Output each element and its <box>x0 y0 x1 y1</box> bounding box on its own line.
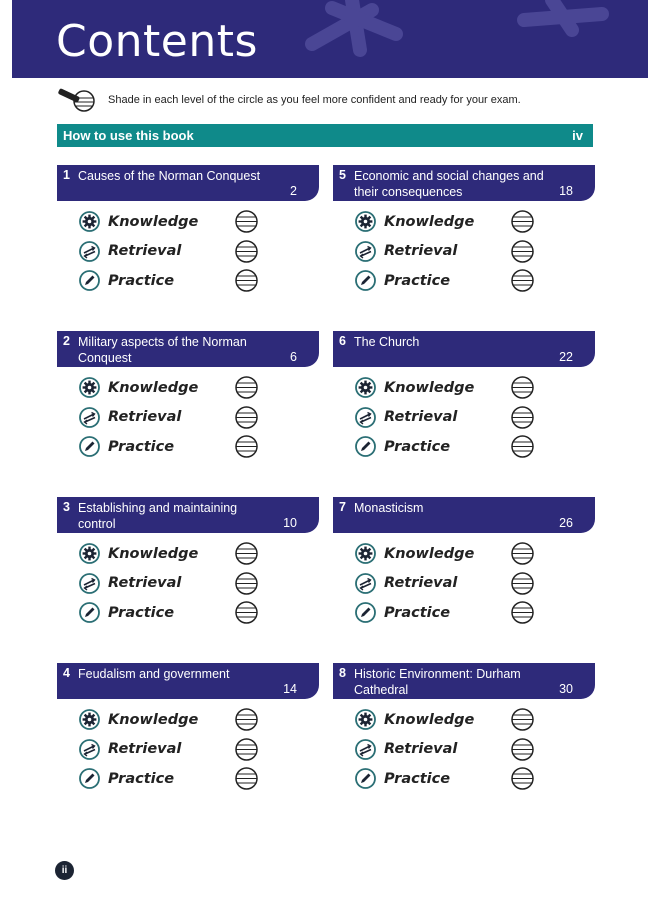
section-title: Feudalism and government <box>78 667 230 681</box>
section-3 <box>57 497 319 628</box>
section-1 <box>57 165 319 296</box>
pencil-icon <box>355 768 376 789</box>
practice-item <box>57 266 319 296</box>
gear-icon <box>79 543 100 564</box>
item-label: Knowledge <box>108 711 199 728</box>
knowledge-item <box>333 207 595 237</box>
confidence-circle-icon[interactable] <box>235 406 259 430</box>
confidence-circle-icon[interactable] <box>235 572 259 596</box>
item-label: Retrieval <box>108 741 182 758</box>
confidence-circle-icon[interactable] <box>511 269 535 293</box>
confidence-circle-icon[interactable] <box>235 210 259 234</box>
section-header[interactable] <box>57 497 319 533</box>
arrows-swap-icon <box>79 739 100 760</box>
section-number: 8 <box>339 666 346 680</box>
arrows-swap-icon <box>355 739 376 760</box>
confidence-circle-icon[interactable] <box>511 406 535 430</box>
pencil-icon <box>79 602 100 623</box>
section-7 <box>333 497 595 628</box>
knowledge-item <box>333 373 595 403</box>
pen-shading-icon <box>56 87 98 113</box>
section-5 <box>333 165 595 296</box>
practice-item <box>57 764 319 794</box>
pencil-icon <box>79 436 100 457</box>
arrows-swap-icon <box>355 241 376 262</box>
knowledge-item <box>57 373 319 403</box>
instruction-row <box>56 86 616 114</box>
section-number: 3 <box>63 500 70 514</box>
confidence-circle-icon[interactable] <box>511 601 535 625</box>
item-label: Knowledge <box>384 545 475 562</box>
item-label: Knowledge <box>384 711 475 728</box>
section-6 <box>333 331 595 462</box>
section-page: 6 <box>290 350 297 364</box>
arrows-swap-icon <box>355 573 376 594</box>
item-label: Practice <box>108 770 175 787</box>
confidence-circle-icon[interactable] <box>235 767 259 791</box>
section-page: 2 <box>290 184 297 198</box>
confidence-circle-icon[interactable] <box>235 240 259 264</box>
section-header[interactable] <box>333 331 595 367</box>
section-number: 6 <box>339 334 346 348</box>
section-number: 4 <box>63 666 70 680</box>
practice-item <box>333 598 595 628</box>
how-to-use-page: iv <box>572 128 583 143</box>
item-label: Knowledge <box>108 379 199 396</box>
section-number: 7 <box>339 500 346 514</box>
section-header[interactable] <box>333 663 595 699</box>
section-title: Historic Environment: Durham Cathedral <box>354 667 521 697</box>
pencil-icon <box>79 768 100 789</box>
confidence-circle-icon[interactable] <box>511 435 535 459</box>
gear-icon <box>79 377 100 398</box>
gear-icon <box>79 709 100 730</box>
item-label: Retrieval <box>108 409 182 426</box>
section-4 <box>57 663 319 794</box>
item-label: Retrieval <box>384 741 458 758</box>
confidence-circle-icon[interactable] <box>235 435 259 459</box>
item-label: Knowledge <box>384 213 475 230</box>
retrieval-item <box>57 735 319 765</box>
section-header[interactable] <box>57 165 319 201</box>
item-label: Retrieval <box>108 575 182 592</box>
confidence-circle-icon[interactable] <box>235 269 259 293</box>
arrows-swap-icon <box>79 573 100 594</box>
item-label: Practice <box>384 770 451 787</box>
item-label: Retrieval <box>108 243 182 260</box>
section-number: 5 <box>339 168 346 182</box>
retrieval-item <box>57 569 319 599</box>
gear-icon <box>79 211 100 232</box>
confidence-circle-icon[interactable] <box>511 542 535 566</box>
item-label: Practice <box>384 604 451 621</box>
section-number: 2 <box>63 334 70 348</box>
section-title: Economic and social changes and their consequences <box>354 169 544 199</box>
retrieval-item <box>57 403 319 433</box>
instruction-text: Shade in each level of the circle as you feel more confident and ready for your exam. <box>108 94 521 106</box>
section-page: 14 <box>283 682 297 696</box>
practice-item <box>333 764 595 794</box>
item-label: Practice <box>108 604 175 621</box>
pencil-icon <box>355 602 376 623</box>
section-header[interactable] <box>333 497 595 533</box>
section-page: 30 <box>559 682 573 696</box>
retrieval-item <box>333 403 595 433</box>
pencil-icon <box>355 270 376 291</box>
practice-item <box>57 432 319 462</box>
item-label: Retrieval <box>384 575 458 592</box>
section-page: 22 <box>559 350 573 364</box>
knowledge-item <box>333 705 595 735</box>
confidence-circle-icon[interactable] <box>235 542 259 566</box>
confidence-circle-icon[interactable] <box>235 601 259 625</box>
confidence-circle-icon[interactable] <box>511 240 535 264</box>
item-label: Retrieval <box>384 409 458 426</box>
page-title: Contents <box>56 16 258 67</box>
how-to-use-label: How to use this book <box>63 128 194 143</box>
section-title: Monasticism <box>354 501 424 515</box>
knowledge-item <box>57 705 319 735</box>
practice-item <box>333 432 595 462</box>
retrieval-item <box>333 569 595 599</box>
section-title: Causes of the Norman Conquest <box>78 169 261 183</box>
item-label: Practice <box>108 438 175 455</box>
arrows-swap-icon <box>355 407 376 428</box>
retrieval-item <box>333 735 595 765</box>
arrows-swap-icon <box>79 407 100 428</box>
practice-item <box>57 598 319 628</box>
item-label: Practice <box>108 272 175 289</box>
item-label: Practice <box>384 438 451 455</box>
confidence-circle-icon[interactable] <box>511 572 535 596</box>
retrieval-item <box>333 237 595 267</box>
section-header[interactable] <box>333 165 595 201</box>
gear-icon <box>355 709 376 730</box>
header-banner <box>12 0 648 78</box>
confidence-circle-icon[interactable] <box>511 708 535 732</box>
confidence-circle-icon[interactable] <box>511 376 535 400</box>
knowledge-item <box>57 207 319 237</box>
confidence-circle-icon[interactable] <box>511 210 535 234</box>
pencil-icon <box>79 270 100 291</box>
section-page: 26 <box>559 516 573 530</box>
section-header[interactable] <box>57 331 319 367</box>
section-number: 1 <box>63 168 70 182</box>
item-label: Knowledge <box>108 213 199 230</box>
how-to-use-row[interactable] <box>57 124 593 147</box>
page-number-badge: ii <box>55 861 74 880</box>
item-label: Practice <box>384 272 451 289</box>
confidence-circle-icon[interactable] <box>235 738 259 762</box>
gear-icon <box>355 211 376 232</box>
section-2 <box>57 331 319 462</box>
item-label: Knowledge <box>384 379 475 396</box>
confidence-circle-icon[interactable] <box>235 376 259 400</box>
practice-item <box>333 266 595 296</box>
section-title: Military aspects of the Norman Conquest <box>78 335 247 365</box>
item-label: Knowledge <box>108 545 199 562</box>
section-page: 10 <box>283 516 297 530</box>
confidence-circle-icon[interactable] <box>511 738 535 762</box>
section-title: The Church <box>354 335 420 349</box>
section-header[interactable] <box>57 663 319 699</box>
knowledge-item <box>333 539 595 569</box>
confidence-circle-icon[interactable] <box>235 708 259 732</box>
section-8 <box>333 663 595 794</box>
item-label: Retrieval <box>384 243 458 260</box>
arrows-swap-icon <box>79 241 100 262</box>
gear-icon <box>355 377 376 398</box>
confidence-circle-icon[interactable] <box>511 767 535 791</box>
retrieval-item <box>57 237 319 267</box>
gear-icon <box>355 543 376 564</box>
section-page: 18 <box>559 184 573 198</box>
knowledge-item <box>57 539 319 569</box>
pencil-icon <box>355 436 376 457</box>
section-title: Establishing and maintaining control <box>78 501 238 531</box>
